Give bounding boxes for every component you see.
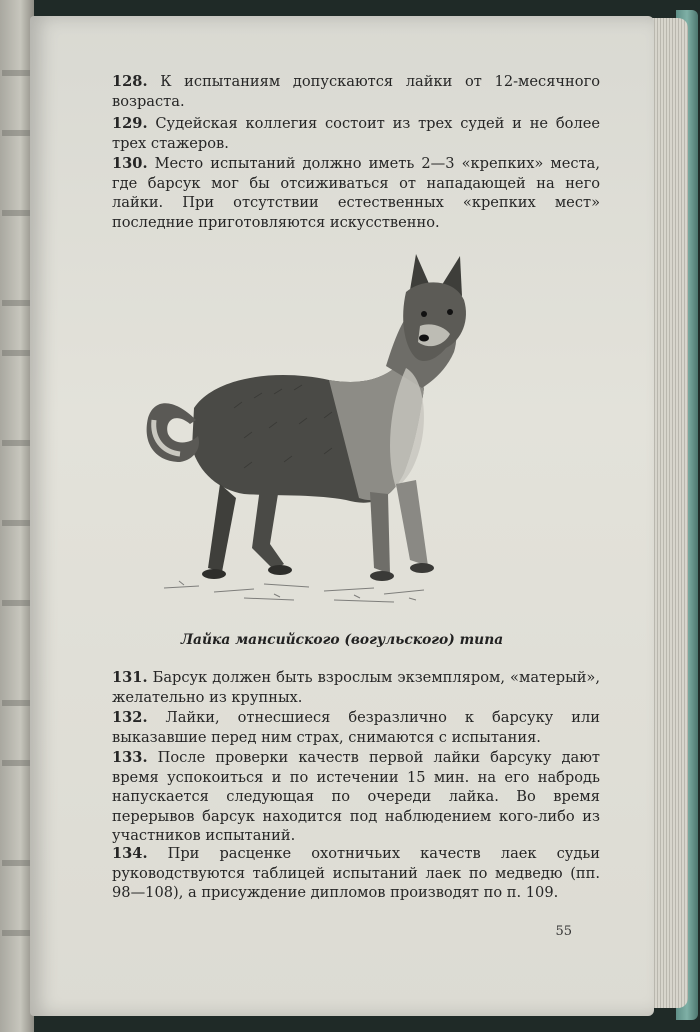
dog-illustration (124, 248, 484, 618)
paragraph-130: 130. Место испытаний должно иметь 2—3 «крепких» места, где барсук мог бы отсиживаться от нападающей на него лайки. При отсутствии естественных «крепких мест» последние приготовляются искусственно. (112, 155, 600, 231)
book-page (30, 16, 654, 1016)
page-number: 55 (555, 924, 572, 939)
paragraph-128: 128. К испытаниям допускаются лайки от 12-месячного возраста. (112, 73, 600, 110)
paragraph-129: 129. Судейская коллегия состоит из трех судей и не более трех стажеров. (112, 115, 600, 152)
facing-page-edge (0, 0, 34, 1032)
paragraph-131: 131. Барсук должен быть взрослым экземпляром, «матерый», желательно из крупных. (112, 669, 600, 706)
paragraph-132: 132. Лайки, отнесшиеся безразлично к барсуку или выказавшие перед ним страх, снимаются с испытания. (112, 709, 600, 746)
paragraph-133: 133. После проверки качеств первой лайки барсуку дают время успокоиться и по истечении 15 мин. на его набродь напускается следующая по очереди лайка. Во время перерывов барсук находится под наблюдением кого-либо из участников испытаний. (112, 749, 600, 844)
figure-caption: Лайка мансийского (вогульского) типа (180, 632, 504, 648)
paragraph-134: 134. При расценке охотничьих качеств лаек судьи руководствуются таблицей испытаний лаек по медведю (пп. 98—108), а присуждение дипломов производят по п. 109. (112, 845, 600, 901)
